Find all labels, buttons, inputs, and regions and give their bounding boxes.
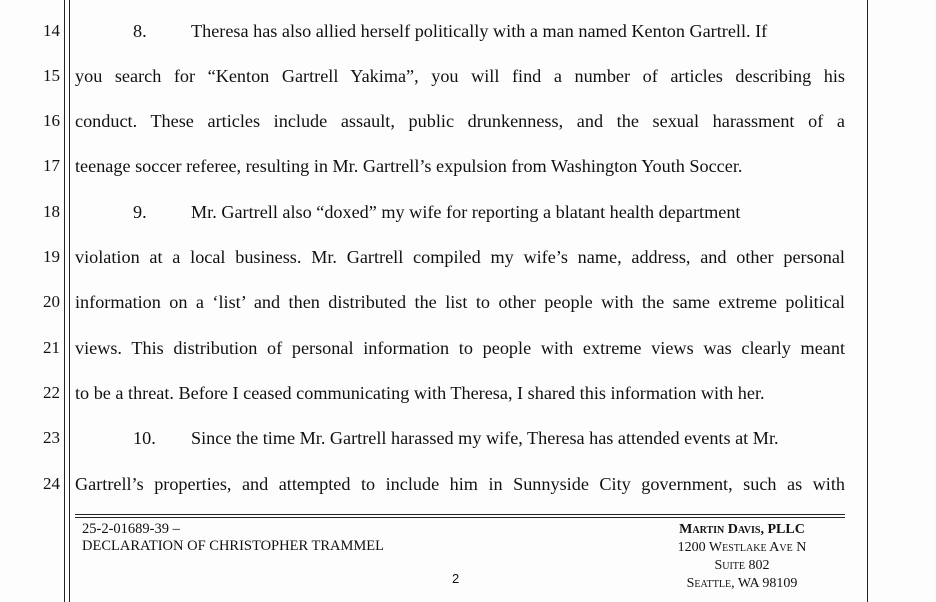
body-text-line: violation at a local business. Mr. Gartrell compiled my wife’s name, address, and other personal (75, 247, 845, 267)
line-number: 23 (43, 428, 60, 447)
footer-caption (82, 521, 384, 555)
line-number: 14 (43, 21, 60, 40)
left-margin-rule-outer (64, 0, 65, 602)
left-margin-rule-inner (69, 0, 70, 602)
body-text-line (75, 20, 845, 42)
line-text: Theresa has also allied herself politically with a man named Kenton Gartrell. If (191, 21, 768, 41)
firm-name: Martin Davis, PLLC (679, 522, 805, 537)
body-text-line: to be a threat. Before I ceased communicating with Theresa, I shared this information with her. (75, 383, 765, 403)
page-number: 2 (452, 571, 460, 586)
line-number: 18 (43, 202, 60, 221)
line-number: 21 (43, 338, 60, 357)
body-text-line (75, 427, 845, 449)
line-text: Since the time Mr. Gartrell harassed my wife, Theresa has attended events at Mr. (191, 428, 779, 448)
body-text-line: conduct. These articles include assault, public drunkenness, and the sexual harassment of a (75, 111, 845, 131)
paragraph-number: 8. (133, 21, 147, 41)
right-margin-rule (867, 0, 868, 602)
body-text-line: you search for “Kenton Gartrell Yakima”, you will find a number of articles describing his (75, 66, 845, 86)
firm-address-block (652, 521, 832, 593)
address-line: Seattle, WA 98109 (686, 576, 798, 591)
body-text-line: teenage soccer referee, resulting in Mr. Gartrell’s expulsion from Washington Youth Soccer. (75, 156, 743, 176)
line-number: 20 (43, 292, 60, 311)
line-text: Mr. Gartrell also “doxed” my wife for reporting a blatant health department (191, 202, 741, 222)
case-number: 25-2-01689-39 – (82, 521, 180, 537)
line-number: 15 (43, 66, 60, 85)
line-number: 22 (43, 383, 60, 402)
footer-rule-top (75, 514, 845, 515)
paragraph-number: 9. (133, 202, 147, 222)
body-text-line: Gartrell’s properties, and attempted to include him in Sunnyside City government, such as with (75, 474, 845, 494)
paragraph-number: 10. (133, 428, 156, 448)
address-line: 1200 Westlake Ave N (677, 540, 807, 555)
line-number: 17 (43, 156, 60, 175)
line-number: 19 (43, 247, 60, 266)
line-number: 24 (43, 474, 60, 493)
footer-rule-bottom (75, 517, 845, 518)
address-line: Suite 802 (714, 558, 770, 573)
document-title: DECLARATION OF CHRISTOPHER TRAMMEL (82, 538, 384, 554)
line-number: 16 (43, 111, 60, 130)
body-text-line: information on a ‘list’ and then distributed the list to other people with the same extreme political (75, 292, 845, 312)
body-text-line: views. This distribution of personal information to people with extreme views was clearly meant (75, 338, 845, 358)
body-text-line (75, 201, 845, 223)
